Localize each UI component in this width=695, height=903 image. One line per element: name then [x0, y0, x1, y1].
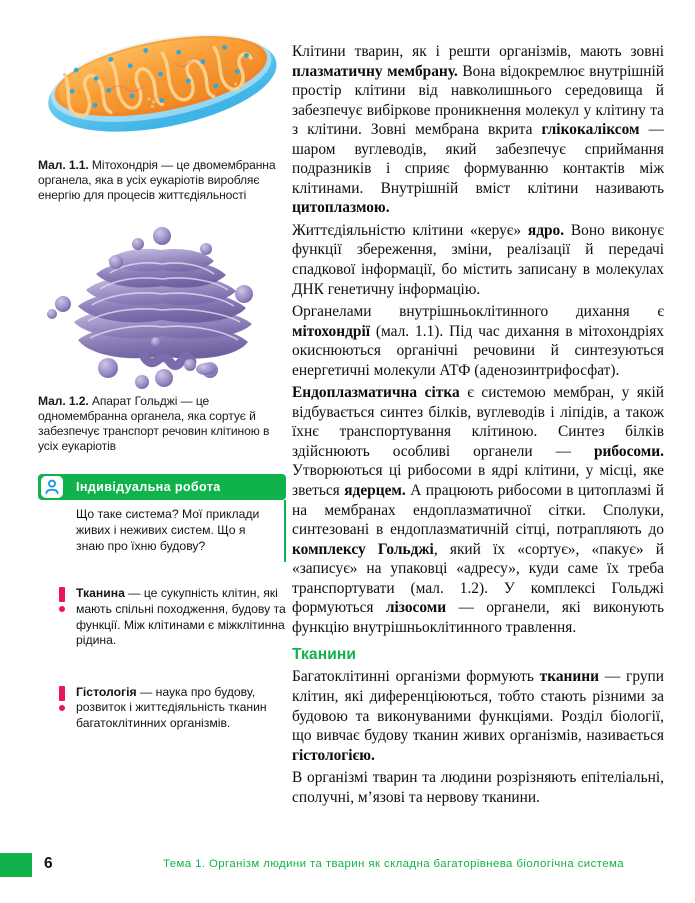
- figure-caption: [38, 158, 286, 204]
- definition-term: Тканина: [76, 586, 125, 601]
- footer-green-tab: [0, 853, 32, 877]
- figure-caption-label: Мал. 1.2.: [38, 393, 89, 408]
- body-paragraph: [292, 42, 664, 218]
- body-run: Воно виконує функції збереження, зміни, реалізації й передачі спадкової інформації, бо містить записану в молекулах ДНК генетичну інформацію.: [292, 221, 664, 298]
- body-run: є системою мембран, у якій відбувається синтез білків, вуглеводів і ліпідів, а також їхнє транспортування клітиною. Синтез білків здійснюють особливі органели —: [292, 384, 665, 460]
- body-paragraph: [292, 221, 664, 299]
- body-paragraph: [292, 667, 664, 765]
- body-run: А працюють рибосоми в цитоплазмі й на мембранах ендоплазматичної сітки. Сполуки, синтезовані в ендоплазматичній сітці, потрапляють до: [292, 482, 664, 539]
- figure-mitochondrion: [38, 14, 286, 204]
- individual-work-box: [38, 474, 286, 562]
- body-run: Багатоклітинні організми формують: [292, 668, 540, 686]
- section-heading-tkanyny: Тканини: [292, 646, 357, 664]
- exclamation-mark-icon: [59, 686, 65, 711]
- body-run: , який їх «сортує», «пакує» й «записує» на упаковці «адресу», куди саме їх треба транспортувати (мал. 1.2). У комплексі Гольджі формуються: [292, 540, 664, 617]
- body-paragraph: [292, 768, 664, 807]
- emphasis-term: ядерцем.: [344, 482, 406, 500]
- emphasis-term: плазматичну мембрану.: [292, 62, 458, 80]
- emphasis-term: мітохондрії: [292, 322, 370, 340]
- page-footer: [0, 853, 695, 877]
- person-bust-icon: [39, 474, 65, 500]
- emphasis-term: цитоплазмою.: [292, 199, 390, 217]
- emphasis-term: Ендоплазматична сітка: [292, 384, 460, 402]
- emphasis-term: гістологією.: [292, 746, 375, 764]
- body-run: Утворюються ці рибосоми в ядрі клітини, у місці, яке зветься: [292, 462, 664, 500]
- body-run: Клітини тварин, як і решти організмів, мають зовні: [292, 43, 664, 60]
- emphasis-term: комплексу Гольджі: [292, 540, 434, 558]
- body-run: — групи клітин, які диференціюються, тобто стають різними за будовою та виконуваними функціями. Розділ біології, що вивчає будову тканин живих організмів, називається: [292, 668, 665, 745]
- individual-work-header: [38, 474, 286, 500]
- emphasis-term: рибосоми.: [593, 442, 664, 460]
- individual-work-text: Що таке система? Мої приклади живих і неживих систем. Що я знаю про їхню будову?: [76, 507, 260, 553]
- body-run: (мал. 1.1). Під час дихання в мітохондріях окиснюються органічні речовини й синтезуються енергетичні молекули АТФ (аденозинтрифосфат).: [292, 322, 664, 379]
- emphasis-term: тканини: [539, 668, 600, 686]
- golgi-apparatus-illustration: [38, 222, 286, 392]
- main-paragraphs: [292, 42, 664, 637]
- figure-caption-text: Апарат Гольджі — це одномембранна органела, яка сортує й забезпечує транспорт речовин клітиною в усіх еукаріотів: [38, 393, 270, 454]
- definition-histologia: [38, 685, 286, 732]
- figure-golgi: [38, 222, 286, 455]
- definition-text: [76, 586, 286, 648]
- body-run: Життєдіяльністю клітини «керує»: [292, 221, 528, 239]
- body-paragraph: [292, 302, 664, 380]
- page-number: 6: [44, 855, 53, 872]
- definition-text: [76, 685, 286, 732]
- body-run: — шаром вуглеводів, який забезпечує сприймання подразників і сприяє формуванню контактів між клітинами. Внутрішній вміст клітини називають: [292, 121, 664, 197]
- mitochondrion-illustration: [38, 14, 286, 156]
- emphasis-term: ядро.: [527, 221, 565, 239]
- body-run: Вона відокремлює внутрішній простір клітини від навколишнього середовища й забезпечує вибіркове проникнення молекул у клітину та з клітини. Зовні мембрана вкрита: [292, 62, 664, 139]
- main-text-column: [292, 42, 664, 810]
- body-paragraph: [292, 383, 664, 637]
- body-run: В організмі тварин та людини розрізняють епітеліальні, сполучні, м’язові та нервову тканини.: [292, 769, 664, 806]
- figure-caption-text: Мітохондрія — це двомембранна органела, яка в усіх еукаріотів виробляє енергію для процесів життєдіяльності: [38, 158, 276, 203]
- emphasis-term: лізосоми: [385, 599, 447, 617]
- body-run: — органели, які виконують функцію внутрішньоклітинного травлення.: [292, 599, 664, 636]
- individual-work-title: Індивідуальна робота: [76, 480, 221, 495]
- exclamation-mark-icon: [59, 587, 65, 612]
- individual-work-body: [38, 500, 286, 562]
- definition-body: — це сукупність клітин, які мають спільні походження, будову та функції. Між клітинами є міжклітинна рідина.: [76, 586, 286, 648]
- emphasis-term: глікокаліксом: [541, 121, 640, 139]
- figure-caption-label: Мал. 1.1.: [38, 158, 89, 172]
- figure-caption: [38, 394, 286, 455]
- main-paragraphs-2: [292, 667, 664, 807]
- left-column: [38, 14, 286, 732]
- body-run: Органелами внутрішньоклітинного дихання є: [292, 303, 664, 321]
- definition-tkanyna: [38, 586, 286, 648]
- definition-term: Гістологія: [76, 684, 137, 699]
- footer-theme-title: Тема 1. Організм людини та тварин як складна багаторівнева біологічна система: [163, 858, 624, 870]
- definition-body: — наука про будову, розвиток і життєдіяльність тканин багатоклітинних організмів.: [76, 684, 267, 730]
